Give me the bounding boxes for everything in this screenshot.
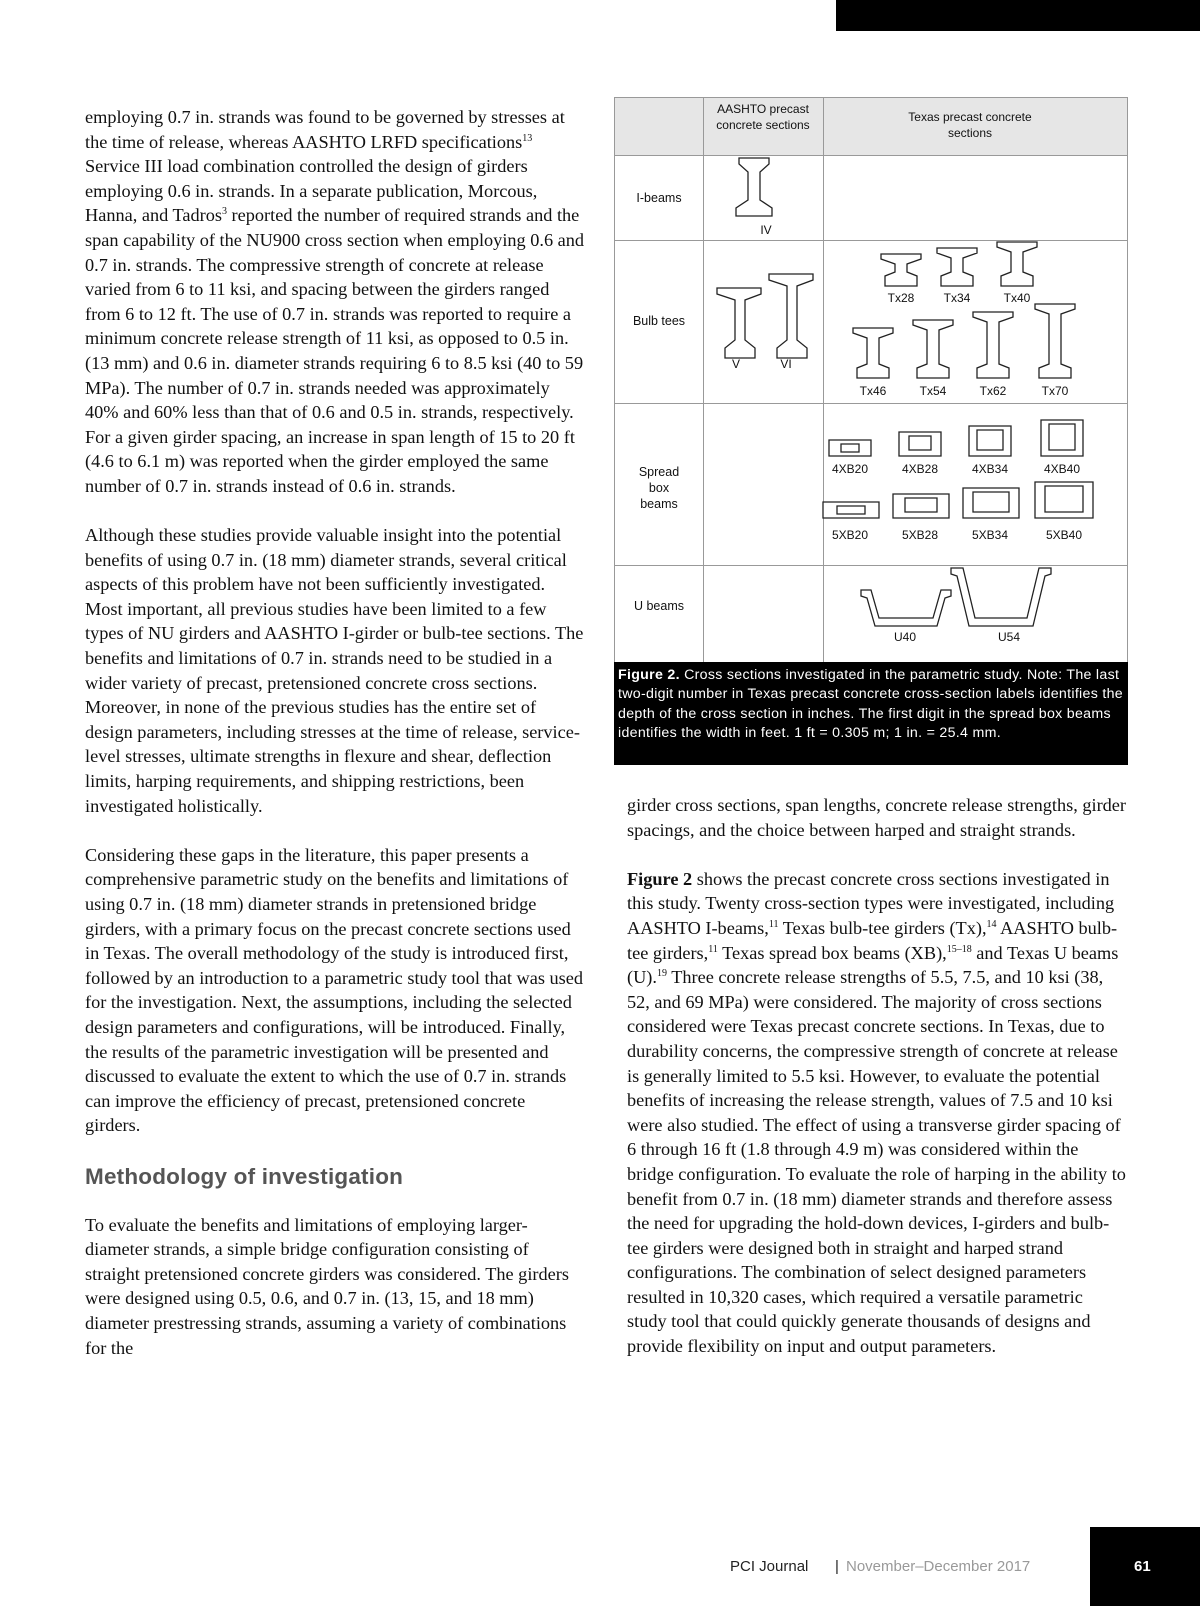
row-label-spread-box: Spread box beams (638, 465, 680, 511)
paragraph-gaps: Although these studies provide valuable insight into the potential benefits of using 0.7 in. (18 mm) diameter strands, several critical aspects of this problem have not been sufficiently investigated. Most important, all previous studies have been limited to a few types of NU girders and AASHTO I-girder or bulb-tee sections. The benefits and limitations of 0.7 in. strands need to be studied in a wider variety of precast, pretensioned concrete cross sections. Moreover, in none of the previous studies has the entire set of design parameters, including stresses at the time of release, service-level stresses, ultimate strengths in flexure and shear, deflection limits, harping requirements, and shipping restrictions, been investigated holistically. (85, 525, 584, 816)
xb5-28-shape (893, 494, 949, 518)
row-label-bulbtees: Bulb tees (632, 314, 686, 328)
label-u40: U40 (893, 630, 916, 644)
label-v: V (731, 357, 740, 371)
paragraph-figure2: Figure 2 shows the precast concrete cross sections investigated in this study. Twenty cross-section types were investigated, including AASHTO I-beams,$^{11}$ Texas bulb-tee girders (Tx),$^{14}$ AASHTO bulb-tee girders,$^{11}$ Texas spread box beams (XB),$^{15-18}$ and Texas U beams (U).$^{19}$ Three concrete release strengths of 5.5, 7.5, and 10 ksi (38, 52, and 69 MPa) were considered. The majority of cross sections considered were Texas precast concrete sections. In Texas, due to durability concerns, the compressive strength of concrete at release is generally limited to 5.5 ksi. However, to evaluate the potential benefits of increasing the release strength, values of 7.5 and 10 ksi were also studied. The effect of using a transverse girder spacing of 6 through 16 ft (1.8 through 4.9 m) was considered within the bridge configuration. To evaluate the role of harping in the ability to benefit from 0.7 in. (18 mm) diameter strands and therefore assess the need for upgrading the hold-down devices, I-girders and bulb-tee girders were designed both in straight and harped strand configurations. The combination of select designed parameters resulted in 10,320 cases, which required a versatile parametric study tool that could quickly generate thousands of designs and provide flexibility on input and output parameters. (627, 868, 1126, 1357)
label-tx54: Tx54 (919, 384, 947, 398)
cross-section-drawings (615, 98, 1127, 663)
figure-reference: Figure 2 (627, 868, 693, 889)
xb4-20-shape (829, 440, 871, 456)
paragraph-considering: Considering these gaps in the literature, this paper presents a comprehensive parametric study on the benefits and limitations of using 0.7 in. (18 mm) diameter strands in pretensioned bridge girders, with a primary focus on the precast concrete sections used in Texas. The overall methodology of the study is introduced first, followed by an introduction to a parametric study tool that was used for the investigation. Next, the assumptions, including the selected design parameters and configurations, will be introduced. Finally, the results of the parametric investigation will be presented and discussed to evaluate the extent to which the use of 0.7 in. strands can improve the efficiency of precast, pretensioned concrete girders. (85, 844, 584, 1136)
paragraph-methodology: To evaluate the benefits and limitations of employing larger-diameter strands, a simple bridge configuration consisting of straight pretensioned concrete girders was considered. The girders were designed using 0.5, 0.6, and 0.7 in. (13, 15, and 18 mm) diameter prestressing strands, assuming a variety of combinations for the (85, 1214, 569, 1358)
row-label-ibeams: I-beams (636, 191, 682, 205)
label-4xb34: 4XB34 (971, 462, 1009, 476)
page-number: 61 (1134, 1558, 1151, 1575)
footer-issue-date: November–December 2017 (846, 1558, 1031, 1575)
label-tx40: Tx40 (1003, 291, 1031, 305)
top-black-bar (836, 0, 1200, 31)
xb5-20-shape (823, 502, 879, 518)
u54-shape (951, 568, 1051, 626)
paragraph-continuation: employing 0.7 in. strands was found to be governed by stresses at the time of release, whereas AASHTO LRFD specifications$^{13}$ Service III load combination controlled the design of girders employing 0.6 in. strands. In a separate publication, Morcous, Hanna, and Tadros$^3$ reported the number of required strands and the span capability of the NU900 cross section when employing 0.6 and 0.7 in. strands. The compressive strength of concrete at release varied from 6 to 11 ksi, and spacing between the girders ranged from 6 to 12 ft. The use of 0.7 in. strands was reported to require a minimum concrete release strength of 11 ksi, as opposed to 0.5 in. (13 mm) and 0.6 in. diameter strands requiring 6 to 8.5 ksi (40 to 59 MPa). The number of 0.7 in. strands needed was approximately 40% and 60% less than that of 0.6 and 0.5 in. strands, respectively. For a given girder spacing, an increase in span length of 15 to 20 ft (4.6 to 6.1 m) was reported when the girder employed the same number of 0.7 in. strands instead of 0.6 in. strands. (85, 107, 585, 496)
tx70-shape (1035, 304, 1075, 378)
label-4xb20: 4XB20 (831, 462, 869, 476)
xb5-40-shape (1035, 482, 1093, 518)
figure-caption: Figure 2. Cross sections investigated in the parametric study. Note: The last two-digit number in Texas precast concrete cross-section labels identifies the depth of the cross section in inches. The first digit in the spread box beams identifies the width in feet. 1 ft = 0.305 m; 1 in. = 25.4 mm. (614, 662, 1128, 765)
xb4-40-shape (1041, 420, 1083, 456)
cross-section-table (614, 97, 1128, 664)
tx28-shape (881, 254, 921, 286)
left-column (85, 105, 585, 1385)
label-tx46: Tx46 (859, 384, 887, 398)
tx54-shape (913, 320, 953, 378)
xb5-34-shape (963, 488, 1019, 518)
tx40-shape (997, 242, 1037, 286)
label-tx34: Tx34 (943, 291, 971, 305)
footer-separator: | (835, 1558, 839, 1575)
label-iv: IV (760, 223, 772, 237)
label-tx62: Tx62 (979, 384, 1007, 398)
label-u54: U54 (997, 630, 1020, 644)
label-5xb20: 5XB20 (831, 528, 869, 542)
label-tx28: Tx28 (887, 291, 915, 305)
row-label-ubeams: U beams (633, 599, 685, 613)
label-vi: VI (780, 357, 792, 371)
label-4xb28: 4XB28 (901, 462, 939, 476)
figure-2 (614, 97, 1128, 767)
section-heading-methodology: Methodology of investigation (85, 1163, 404, 1189)
tx46-shape (853, 328, 893, 378)
footer-journal-name: PCI Journal (730, 1558, 809, 1575)
u40-shape (861, 590, 951, 626)
bulbtee-v-shape (717, 288, 761, 358)
paragraph-right-continuation: girder cross sections, span lengths, concrete release strengths, girder spacings, and the choice between harped and straight strands. (627, 795, 1127, 840)
xb4-28-shape (899, 432, 941, 456)
tx62-shape (973, 312, 1013, 378)
tx34-shape (937, 248, 977, 286)
bulbtee-vi-shape (769, 274, 813, 358)
label-5xb28: 5XB28 (901, 528, 939, 542)
label-5xb34: 5XB34 (971, 528, 1009, 542)
right-column (627, 793, 1127, 1383)
label-5xb40: 5XB40 (1045, 528, 1083, 542)
label-tx70: Tx70 (1041, 384, 1069, 398)
label-4xb40: 4XB40 (1043, 462, 1081, 476)
header-aashto: AASHTO precast concrete sections (716, 102, 810, 132)
ibeam-iv-shape (736, 158, 772, 216)
header-texas: Texas precast concrete sections (908, 110, 1032, 140)
xb4-34-shape (969, 426, 1011, 456)
